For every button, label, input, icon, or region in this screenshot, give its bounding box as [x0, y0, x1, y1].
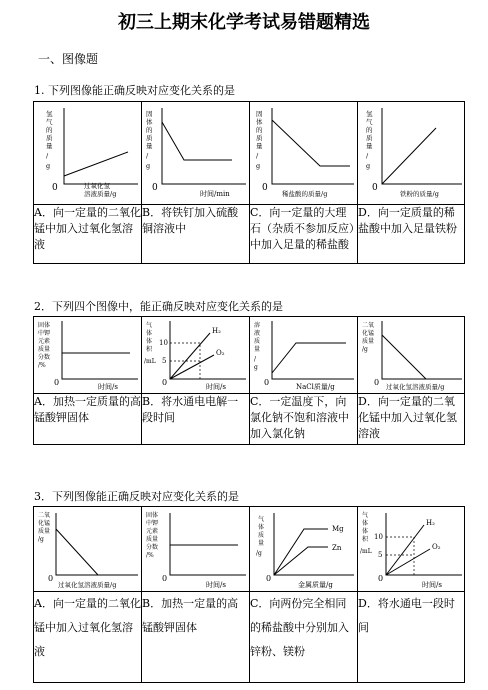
question-3-stem: 3．下列图像能正确反映对应变化关系的是 [34, 490, 239, 503]
svg-text:二氧: 二氧 [362, 322, 375, 329]
svg-text:Mg: Mg [332, 525, 344, 533]
svg-text:10: 10 [374, 533, 383, 541]
q1-graph-a [34, 102, 142, 205]
q2-option-c: C．一定温度下，向氯化钠不饱和溶液中加入氯化钠 [250, 394, 358, 445]
q1-option-a: A．向一定量的二氧化锰中加入过氧化氢溶液 [34, 205, 142, 264]
svg-text:0: 0 [262, 183, 268, 193]
svg-text:0: 0 [372, 183, 378, 193]
svg-text:g: g [254, 364, 258, 371]
svg-text:中钾: 中钾 [38, 330, 51, 337]
svg-text:0: 0 [152, 183, 158, 193]
svg-text:的: 的 [366, 126, 373, 134]
page-title: 初三上期末化学考试易错题精选 [118, 12, 370, 33]
svg-text:/mL: /mL [144, 358, 156, 365]
svg-text:时间/s: 时间/s [206, 581, 226, 589]
q2-option-d: D．向一定量的二氧化锰中加入过氧化氢溶液 [358, 394, 465, 445]
q1b-x-label: 时间/min [200, 190, 230, 198]
q3-option-c: C．向两份完全相同的稀盐酸中分别加入锌粉、镁粉 [250, 592, 358, 683]
svg-text:时间/s: 时间/s [98, 383, 118, 391]
svg-text:量: 量 [256, 142, 263, 150]
svg-text:液: 液 [254, 330, 261, 337]
svg-text:分数: 分数 [38, 354, 51, 361]
svg-text:质: 质 [254, 338, 261, 345]
svg-text:的: 的 [256, 126, 263, 134]
svg-text:气: 气 [146, 322, 153, 329]
q1c-x-label: 稀盐酸的质量/g [282, 190, 328, 198]
svg-text:气: 气 [258, 516, 265, 523]
q2-graph-d [358, 317, 465, 394]
svg-text:时间/s: 时间/s [422, 581, 442, 589]
q1a-y-label [46, 109, 53, 170]
svg-text:质量: 质量 [38, 528, 51, 535]
q1-graph-c [250, 102, 358, 205]
svg-text:0: 0 [374, 378, 380, 387]
svg-text:质量: 质量 [362, 338, 375, 345]
svg-text:气: 气 [366, 118, 373, 126]
q2-option-a: A．加热一定质量的高锰酸钾固体 [34, 394, 142, 445]
svg-text:/g: /g [362, 346, 368, 353]
svg-text:O₂: O₂ [432, 543, 441, 551]
svg-text:/g: /g [256, 550, 262, 557]
section-heading: 一、图像题 [38, 52, 99, 66]
svg-text:元素: 元素 [146, 528, 159, 535]
q3-option-d: D．将水通电一段时间 [358, 592, 465, 683]
svg-text:质量: 质量 [146, 536, 159, 543]
svg-text:/: / [46, 152, 49, 160]
q3-graph-c [250, 507, 358, 592]
question-1-stem: 1. 下列图像能正确反映对应变化关系的是 [34, 84, 235, 97]
svg-text:积: 积 [146, 346, 153, 353]
q2-graph-c [250, 317, 358, 394]
svg-text:g: g [256, 162, 261, 170]
svg-text:H₂: H₂ [212, 327, 221, 335]
question-2-stem: 2．下列四个图像中，能正确反映对应变化关系的是 [34, 300, 283, 313]
svg-text:0: 0 [266, 574, 272, 583]
svg-text:体: 体 [256, 118, 263, 126]
svg-text:5: 5 [162, 357, 167, 365]
svg-text:NaCl质量/g: NaCl质量/g [296, 383, 335, 391]
svg-text:质: 质 [146, 134, 153, 142]
svg-text:过氧化氢: 过氧化氢 [84, 182, 110, 190]
svg-text:0: 0 [378, 574, 384, 583]
svg-text:过氧化氢溶液质量/g: 过氧化氢溶液质量/g [386, 383, 445, 391]
svg-text:二氧: 二氧 [38, 512, 51, 519]
svg-text:/g: /g [38, 536, 44, 543]
svg-text:溶液质量/g: 溶液质量/g [84, 190, 117, 198]
q2-graph-a [34, 317, 142, 394]
q1-option-b: B．将铁钉加入硫酸铜溶液中 [142, 205, 250, 264]
svg-text:0: 0 [162, 378, 168, 387]
svg-text:体: 体 [146, 118, 153, 126]
q1-graph-b [142, 102, 250, 205]
svg-text:量: 量 [146, 142, 153, 150]
svg-text:气: 气 [46, 118, 53, 126]
svg-text:g: g [146, 162, 151, 170]
svg-text:体: 体 [362, 520, 369, 527]
svg-text:氢: 氢 [46, 110, 53, 118]
svg-text:金属质量/g: 金属质量/g [298, 581, 333, 589]
svg-text:/: / [146, 152, 149, 160]
svg-text:体: 体 [258, 524, 265, 531]
svg-text:固: 固 [146, 110, 153, 118]
svg-text:体: 体 [362, 528, 369, 535]
svg-text:H₂: H₂ [426, 519, 435, 527]
q3-option-b: B．加热一定量的高锰酸钾固体 [142, 592, 250, 683]
q3-graph-d [358, 507, 465, 592]
svg-text:量: 量 [254, 346, 261, 353]
q1-option-c: C．向一定量的大理石（杂质不参加反应）中加入足量的稀盐酸 [250, 205, 358, 264]
svg-text:的: 的 [146, 126, 153, 134]
svg-text:的: 的 [46, 126, 53, 134]
svg-text:化锰: 化锰 [38, 520, 51, 527]
svg-text:时间/s: 时间/s [206, 383, 226, 391]
svg-text:g: g [366, 162, 371, 170]
svg-text:0: 0 [162, 574, 168, 583]
q1-graph-d [358, 102, 465, 205]
svg-text:量: 量 [258, 540, 265, 547]
q3-graph-a [34, 507, 142, 592]
svg-text:10: 10 [159, 339, 168, 347]
svg-text:质: 质 [46, 134, 53, 142]
svg-text:/: / [256, 152, 259, 160]
svg-text:5: 5 [378, 551, 383, 559]
q1-option-d: D．向一定质量的稀盐酸中加入足量铁粉 [358, 205, 465, 264]
svg-text:固: 固 [256, 110, 263, 118]
svg-text:过氧化氢溶液质量/g: 过氧化氢溶液质量/g [58, 581, 117, 589]
question-3-table [33, 506, 465, 683]
q2-graph-b [142, 317, 250, 394]
q2-option-b: B．将水通电电解一段时间 [142, 394, 250, 445]
svg-text:Zn: Zn [332, 544, 342, 552]
q3-option-a: A．向一定量的二氧化锰中加入过氧化氢溶液 [34, 592, 142, 683]
svg-text:O₂: O₂ [216, 349, 225, 357]
svg-text:质: 质 [256, 134, 263, 142]
svg-text:化锰: 化锰 [362, 330, 375, 337]
q1d-x-label: 铁粉的质量/g [400, 190, 439, 198]
svg-text:量: 量 [366, 142, 373, 150]
svg-text:质量: 质量 [38, 346, 51, 353]
svg-text:g: g [46, 162, 51, 170]
svg-text:/%: /% [38, 362, 46, 369]
svg-text:氢: 氢 [366, 110, 373, 118]
q3-graph-b [142, 507, 250, 592]
svg-text:元素: 元素 [38, 338, 51, 345]
svg-text:质: 质 [258, 532, 265, 539]
q1a-origin: 0 [52, 183, 58, 193]
svg-text:体: 体 [146, 338, 153, 345]
svg-text:分数: 分数 [146, 544, 159, 551]
svg-text:0: 0 [264, 378, 270, 387]
question-2-table [33, 316, 465, 445]
svg-text:体: 体 [146, 330, 153, 337]
question-1-table [33, 101, 465, 264]
svg-text:/mL: /mL [360, 548, 372, 555]
svg-text:/: / [254, 356, 257, 363]
svg-text:量: 量 [46, 142, 53, 150]
svg-text:中钾: 中钾 [146, 520, 159, 527]
svg-text:固体: 固体 [146, 512, 159, 519]
svg-text:/%: /% [146, 552, 154, 559]
svg-text:气: 气 [362, 512, 369, 519]
svg-text:0: 0 [48, 574, 54, 583]
svg-text:固体: 固体 [38, 322, 51, 329]
svg-text:0: 0 [54, 378, 60, 387]
svg-text:溶: 溶 [254, 322, 261, 329]
svg-text:积: 积 [362, 536, 369, 543]
svg-text:质: 质 [366, 134, 373, 142]
svg-text:/: / [366, 152, 369, 160]
